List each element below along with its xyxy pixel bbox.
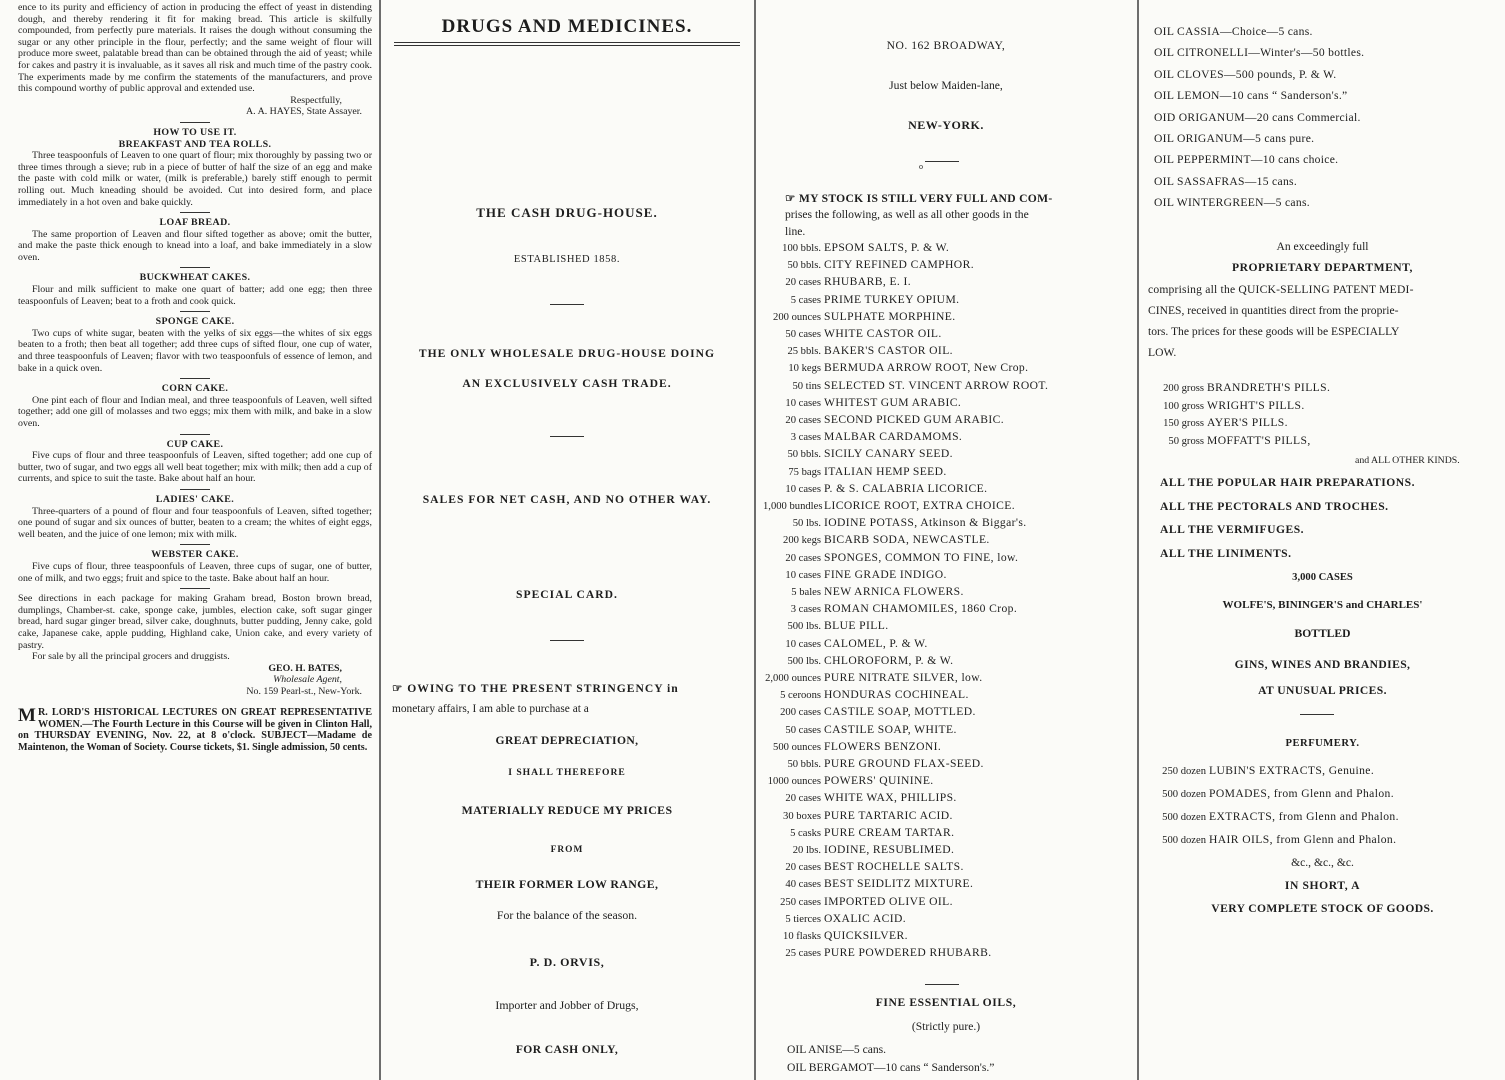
pill-item <box>1144 381 1330 394</box>
pill-qty: 50 gross <box>1168 435 1204 447</box>
stock-qty: 5 ceroons <box>780 690 821 702</box>
stock-item <box>763 396 961 409</box>
divider <box>180 311 210 312</box>
stock-qty: 200 kegs <box>783 535 821 547</box>
owing-line-1: ☞ OWING TO THE PRESENT STRINGENCY in <box>392 682 679 695</box>
recipe-title: WEBSTER CAKE. <box>151 549 239 561</box>
stock-qty: 10 cases <box>785 569 821 581</box>
stock-item <box>763 740 941 753</box>
assayer-signature: A. A. HAYES, State Assayer. <box>246 106 362 118</box>
importer-jobber: Importer and Jobber of Drugs, <box>495 998 639 1012</box>
broadway-address: NO. 162 BROADWAY, <box>886 39 1006 52</box>
agent-title: Wholesale Agent, <box>273 674 342 686</box>
stock-name: CHLOROFORM, P. & W. <box>824 653 954 667</box>
stock-qty: 200 ounces <box>773 311 821 323</box>
preparation-line: ALL THE POPULAR HAIR PREPARATIONS. <box>1160 476 1416 489</box>
stock-item <box>763 654 953 667</box>
stock-item <box>763 791 957 804</box>
oil-item: OIL WINTERGREEN—5 cans. <box>1154 196 1310 210</box>
stock-qty: 50 lbs. <box>792 518 821 530</box>
oil-item: OIL CITRONELLI—Winter's—50 bottles. <box>1154 46 1365 60</box>
perfume-name: HAIR OILS, from Glenn and Phalon. <box>1209 833 1397 846</box>
stock-qty: 5 tierces <box>785 913 821 925</box>
stock-qty: 10 cases <box>785 397 821 409</box>
stock-qty: 500 lbs. <box>787 655 821 667</box>
cases-count: 3,000 CASES <box>1292 572 1353 583</box>
stock-name: SPONGES, COMMON TO FINE, low. <box>824 550 1019 564</box>
perfumery: PERFUMERY. <box>1285 738 1360 749</box>
pill-qty: 150 gross <box>1163 418 1204 430</box>
stock-name: BICARB SODA, NEWCASTLE. <box>824 533 990 547</box>
stock-qty: 50 bbls. <box>787 759 821 770</box>
stock-intro-3: line. <box>785 225 806 238</box>
unusual-prices: AT UNUSUAL PRICES. <box>1258 684 1387 697</box>
new-york: NEW-YORK. <box>908 118 984 132</box>
stock-name: NEW ARNICA FLOWERS. <box>824 585 964 598</box>
divider <box>550 436 584 437</box>
agent-address: No. 159 Pearl-st., New-York. <box>246 685 362 697</box>
comprising-line-2: CINES, received in quantities direct from the proprie- <box>1148 304 1399 317</box>
oil-item: OIL CASSIA—Choice—5 cans. <box>1154 25 1313 38</box>
divider <box>1300 714 1334 715</box>
stock-name: WHITE WAX, PHILLIPS. <box>824 791 957 805</box>
stock-item <box>763 551 1018 564</box>
preparation-line: ALL THE PECTORALS AND TROCHES. <box>1160 499 1389 513</box>
stock-item <box>763 826 954 839</box>
stock-item <box>763 929 908 942</box>
stock-qty: 20 cases <box>785 793 821 805</box>
perfume-qty: 500 dozen <box>1162 835 1206 846</box>
stock-name: MALBAR CARDAMOMS. <box>824 430 963 444</box>
stock-qty: 50 cases <box>785 329 821 340</box>
recipe-text: Flour and milk sufficient to make one quart of batter; add one egg; then three teaspoonfuls of Leaven; beat to a froth and cook quick. <box>18 284 372 307</box>
stock-name: IODINE POTASS, Atkinson & Biggar's. <box>824 516 1027 530</box>
stock-qty: 10 flasks <box>783 931 821 942</box>
orvis-name: P. D. ORVIS, <box>529 955 605 969</box>
column-stock-list <box>757 0 1135 1080</box>
stock-qty: 20 cases <box>785 415 821 426</box>
established: ESTABLISHED 1858. <box>513 254 621 265</box>
stock-qty: 3 cases <box>790 432 821 444</box>
recipe-title: CORN CAKE. <box>161 383 229 395</box>
stock-item <box>763 499 1015 512</box>
stock-qty: 200 cases <box>780 707 821 719</box>
pill-item <box>1144 399 1305 412</box>
recipe-text: Three-quarters of a pound of flour and four teaspoonfuls of Leaven, sifted together; one pound of sugar and six ounces of butter, beaten to a cream; the whites of eight eggs, well beaten, and the juice of one lemon; mix with milk. <box>18 505 372 540</box>
stock-name: HONDURAS COCHINEAL. <box>824 688 969 702</box>
divider <box>550 304 584 305</box>
stock-name: IMPORTED OLIVE OIL. <box>824 894 953 908</box>
column-proprietary <box>1140 0 1505 1080</box>
stock-item <box>763 465 947 478</box>
recipe-text: Five cups of flour and three teaspoonfuls of Leaven, sifted together; add one cup of butter, two of sugar, and two eggs all well beat together; mix with milk; then add a cup of currents, and spice to suit the taste. Bake about half an hour. <box>18 450 372 485</box>
pill-name: AYER'S PILLS. <box>1207 416 1288 430</box>
stock-intro-2: prises the following, as well as all other goods in the <box>785 208 1029 221</box>
perfume-item <box>1144 764 1374 777</box>
stock-qty: 30 boxes <box>783 810 821 822</box>
perfume-qty: 250 dozen <box>1162 766 1206 777</box>
special-card: SPECIAL CARD. <box>516 588 618 601</box>
strictly-pure: (Strictly pure.) <box>911 1020 981 1033</box>
reduce-prices: MATERIALLY REDUCE MY PRICES <box>461 803 673 817</box>
divider <box>180 267 210 268</box>
maiden-lane: Just below Maiden-lane, <box>889 79 1003 92</box>
stock-name: PURE NITRATE SILVER, low. <box>824 671 983 684</box>
recipe-text: One pint each of flour and Indian meal, and three teaspoonfuls of Leaven, well sifted together; add one gill of molasses and two eggs; mix them with milk, and bake in a slow oven. <box>18 394 372 429</box>
title-rule <box>394 42 740 46</box>
stock-qty: 10 cases <box>785 638 821 650</box>
comprising-line-3: tors. The prices for these goods will be ESPECIALLY <box>1148 325 1400 338</box>
lecture-initial: M <box>18 705 36 727</box>
stock-qty: 20 cases <box>785 862 821 874</box>
stock-item <box>763 912 906 925</box>
perfume-name: EXTRACTS, from Glenn and Phalon. <box>1209 810 1399 823</box>
stock-item <box>763 568 947 581</box>
stock-qty: 25 bbls. <box>787 346 821 358</box>
stock-name: SICILY CANARY SEED. <box>824 447 953 461</box>
stock-item <box>763 327 942 340</box>
perfume-item <box>1144 833 1396 846</box>
pill-qty: 200 gross <box>1163 383 1204 394</box>
lecture-notice <box>18 707 372 753</box>
proprietary-dept: PROPRIETARY DEPARTMENT, <box>1232 261 1413 274</box>
owing-line-2: monetary affairs, I am able to purchase at a <box>392 703 589 715</box>
stock-name: ITALIAN HEMP SEED. <box>824 464 947 478</box>
stock-name: P. & S. CALABRIA LICORICE. <box>824 481 988 495</box>
stock-item <box>763 413 1004 426</box>
sales-net-cash: SALES FOR NET CASH, AND NO OTHER WAY. <box>422 493 712 506</box>
oil-bergamot: OIL BERGAMOT—10 cans “ Sanderson's.” <box>787 1061 995 1074</box>
recipe-title: CUP CAKE. <box>166 438 224 450</box>
gins-wines: GINS, WINES AND BRANDIES, <box>1234 658 1411 671</box>
stock-qty: 10 cases <box>785 483 821 495</box>
stock-qty: 1000 ounces <box>767 776 821 788</box>
stock-item <box>763 293 959 306</box>
column-drugs-header <box>382 0 752 1080</box>
recipe-text: Three teaspoonfuls of Leaven to one quart of flour; mix thoroughly by passing two or three times through a sieve; rub in a piece of butter of half the size of an egg and make the paste with cold milk or water, (milk is preferable,) barely stiff enough to permit rolling out. Much kneading should be avoided. Cut into desired form, and place immediately in a hot oven and bake quickly. <box>18 150 372 208</box>
etc: &c., &c., &c. <box>1291 856 1354 869</box>
stock-name: BEST SEIDLITZ MIXTURE. <box>824 877 974 891</box>
oil-anise: OIL ANISE—5 cans. <box>787 1043 887 1056</box>
oil-item: OID ORIGANUM—20 cans Commercial. <box>1154 110 1361 124</box>
recipe-list <box>18 139 372 585</box>
stock-item <box>763 533 990 546</box>
comprising-line-1: comprising all the QUICK-SELLING PATENT MEDI- <box>1148 283 1414 296</box>
balance-of-season: For the balance of the season. <box>496 908 638 922</box>
stock-item <box>763 860 964 873</box>
stock-item <box>763 310 956 323</box>
stock-qty: 5 casks <box>790 827 821 839</box>
oil-item: OIL CLOVES—500 pounds, P. & W. <box>1154 67 1337 81</box>
stock-qty: 20 cases <box>785 552 821 564</box>
stock-qty: 1,000 bundles <box>763 501 823 512</box>
stock-item <box>763 482 987 495</box>
stock-item <box>763 516 1027 529</box>
stock-item <box>763 275 911 288</box>
stock-qty: 20 cases <box>785 277 821 289</box>
lecture-text: R. LORD'S HISTORICAL LECTURES ON GREAT REPRESENTATIVE WOMEN.—The Fourth Lecture in this Course will be given in Clinton Hall, on THURSDAY EVENING, Nov. 22, at 8 o'clock. SUBJECT—Madame de Maintenon, the Woman of Society. Course tickets, $1. Single admission, 50 cents. <box>18 707 372 753</box>
recipe-text: Five cups of flour, three teaspoonfuls of Leaven, three cups of sugar, one of butter, one of milk, and two eggs; fruit and spice to the taste. Bake about half an hour. <box>18 560 372 584</box>
for-cash-only: FOR CASH ONLY, <box>515 1043 619 1056</box>
only-wholesale-line-2: AN EXCLUSIVELY CASH TRADE. <box>462 377 672 390</box>
stock-item <box>763 757 984 770</box>
stock-name: PURE TARTARIC ACID. <box>824 808 953 822</box>
stock-name: WHITE CASTOR OIL. <box>824 327 942 340</box>
great-depreciation: GREAT DEPRECIATION, <box>495 734 639 747</box>
divider <box>925 984 959 985</box>
stock-name: RHUBARB, E. I. <box>824 275 912 289</box>
recipe-title: LADIES' CAKE. <box>155 493 235 505</box>
stock-name: CALOMEL, P. & W. <box>824 636 928 650</box>
directions-text: See directions in each package for making Graham bread, Boston brown bread, dumplings, Chamber-st. cake, sponge cake, jumbles, election cake, soft sugar ginger bread, hard sugar ginger bread, silver cake, doughnuts, butter pudding, Jenny cake, gold cake, Japanese cake, apple pudding, Highland cake, Union cake, and every variety of pastry. <box>18 593 372 651</box>
stock-qty: 500 ounces <box>773 741 821 753</box>
stock-name: SULPHATE MORPHINE. <box>824 309 956 323</box>
divider <box>180 212 210 213</box>
pill-name: MOFFATT'S PILLS, <box>1207 433 1311 447</box>
divider <box>180 378 210 379</box>
stock-item <box>763 430 962 443</box>
stock-qty: 10 kegs <box>788 363 821 375</box>
stock-qty: 20 lbs. <box>792 845 821 856</box>
stock-qty: 75 bags <box>788 466 821 478</box>
stock-qty: 25 cases <box>785 948 821 960</box>
oil-item: OIL LEMON—10 cans “ Sanderson's.” <box>1154 89 1348 103</box>
stray-mark: o <box>919 162 923 171</box>
stock-item <box>763 877 973 890</box>
only-wholesale-line-1: THE ONLY WHOLESALE DRUG-HOUSE DOING <box>418 347 716 360</box>
essential-oils-title: FINE ESSENTIAL OILS, <box>875 996 1017 1009</box>
oil-item: OIL ORIGANUM—5 cans pure. <box>1154 132 1315 145</box>
recipe-title: SPONGE CAKE. <box>155 316 235 328</box>
divider <box>180 544 210 545</box>
stock-qty: 40 cases <box>785 879 821 891</box>
column-recipes <box>0 0 378 1080</box>
stock-name: CASTILE SOAP, MOTTLED. <box>824 705 976 719</box>
stock-name: EPSOM SALTS, P. & W. <box>824 241 950 254</box>
recipe-text: Two cups of white sugar, beaten with the yelks of six eggs—the whites of six eggs beaten to a froth; then beat all together; add three cups of sifted flour, one cup of water, and three teaspoonfuls of Leaven; flavor with two teaspoonfuls of essence of lemon, and bake in a quick oven. <box>18 327 372 374</box>
column-rule <box>1137 0 1139 1080</box>
stock-item <box>763 241 949 254</box>
pill-name: WRIGHT'S PILLS. <box>1207 398 1305 412</box>
wolfe-bininger: WOLFE'S, BININGER'S and CHARLES' <box>1222 599 1423 611</box>
stock-qty: 250 cases <box>780 896 821 908</box>
stock-name: WHITEST GUM ARABIC. <box>824 395 962 409</box>
stock-name: SELECTED ST. VINCENT ARROW ROOT. <box>824 378 1049 392</box>
stock-item <box>763 637 928 650</box>
comprising-line-4: LOW. <box>1148 346 1177 359</box>
recipe-title: LOAF BREAD. <box>159 217 231 229</box>
perfume-name: LUBIN'S EXTRACTS, Genuine. <box>1209 764 1375 777</box>
stock-item <box>763 723 957 736</box>
stock-item <box>763 774 934 787</box>
perfume-item <box>1144 810 1399 823</box>
stock-item <box>763 344 953 357</box>
stock-item <box>763 585 964 598</box>
oil-item: OIL SASSAFRAS—15 cans. <box>1154 174 1298 188</box>
stock-name: PURE GROUND FLAX-SEED. <box>824 757 984 770</box>
stock-item <box>763 705 976 718</box>
stock-name: FLOWERS BENZONI. <box>824 739 942 753</box>
stock-item <box>763 688 969 701</box>
respect-line: Respectfully, <box>290 94 342 106</box>
stock-name: QUICKSILVER. <box>824 929 908 942</box>
stock-qty: 3 cases <box>790 604 821 616</box>
stock-name: BEST ROCHELLE SALTS. <box>824 860 964 874</box>
stock-intro-1: ☞ MY STOCK IS STILL VERY FULL AND COM- <box>785 192 1053 205</box>
stock-qty: 500 lbs. <box>787 621 821 633</box>
stock-item <box>763 671 983 684</box>
stock-name: PURE POWDERED RHUBARB. <box>824 946 992 960</box>
preparation-line: ALL THE VERMIFUGES. <box>1160 523 1305 537</box>
perfume-qty: 500 dozen <box>1162 812 1206 823</box>
pill-item <box>1144 416 1288 429</box>
testimonial-text: ence to its purity and efficiency of action in producing the effect of yeast in distending dough, and thereby rendering it fit for making bread. This article is skilfully compounded, from perfectly pure materials. It raises the dough without consuming the sugar or any other principle in the flour, perfectly; and the same weight of flour will produce more sweet, palatable bread than can be obtained through the aid of yeast; while for cakes and pastry it is invaluable, as it saves all risk and much time of the pastry cook. The experiments made by me confirm the statements of the manufacturers, and prove this compound worthy of public approval and extended use. <box>18 2 372 95</box>
stock-item <box>763 946 992 959</box>
from-label: FROM <box>550 845 584 855</box>
perfume-name: POMADES, from Glenn and Phalon. <box>1209 787 1395 800</box>
perfume-item <box>1144 787 1394 800</box>
stock-qty: 50 bbls. <box>787 260 821 272</box>
divider <box>180 489 210 490</box>
drugs-title: DRUGS AND MEDICINES. <box>441 16 693 37</box>
stock-qty: 100 bbls. <box>782 243 821 254</box>
stock-qty: 2,000 ounces <box>765 673 821 684</box>
stock-name: BERMUDA ARROW ROOT, New Crop. <box>824 361 1029 375</box>
bottled: BOTTLED <box>1294 627 1351 640</box>
stock-name: ROMAN CHAMOMILES, 1860 Crop. <box>824 602 1018 616</box>
stock-item <box>763 447 953 460</box>
perfume-qty: 500 dozen <box>1162 789 1206 800</box>
stock-qty: 5 cases <box>790 294 821 306</box>
pill-qty: 100 gross <box>1163 400 1204 412</box>
stock-item <box>763 895 953 908</box>
stock-name: BAKER'S CASTOR OIL. <box>824 344 953 358</box>
pill-item <box>1144 434 1311 447</box>
divider <box>180 122 210 123</box>
recipe-title: BUCKWHEAT CAKES. <box>139 272 251 284</box>
column-rule <box>379 0 381 1080</box>
stock-name: FINE GRADE INDIGO. <box>824 567 947 581</box>
stock-item <box>763 602 1017 615</box>
pill-name: BRANDRETH'S PILLS. <box>1207 381 1331 394</box>
oil-item: OIL PEPPERMINT—10 cans choice. <box>1154 153 1339 167</box>
stock-name: SECOND PICKED GUM ARABIC. <box>824 413 1005 426</box>
stock-item <box>763 361 1028 374</box>
recipe-title: BREAKFAST AND TEA ROLLS. <box>118 138 272 150</box>
stock-qty: 50 tins <box>792 380 821 392</box>
stock-name: OXALIC ACID. <box>824 911 907 925</box>
stock-item <box>763 258 974 271</box>
stock-qty: 5 bales <box>791 587 821 598</box>
in-short: IN SHORT, A <box>1284 879 1361 892</box>
sale-text: For sale by all the principal grocers and druggists. <box>32 651 230 663</box>
cash-drug-house: THE CASH DRUG-HOUSE. <box>476 205 658 220</box>
recipe-text: The same proportion of Leaven and flour sifted together as above; omit the butter, and make the paste thick enough to knead into a loaf, and bake immediately in a slow oven. <box>18 228 372 263</box>
column-rule <box>754 0 756 1080</box>
stock-qty: 50 bbls. <box>787 449 821 461</box>
stock-name: CASTILE SOAP, WHITE. <box>824 722 957 736</box>
how-to-heading: HOW TO USE IT. <box>153 126 237 138</box>
exceedingly-full: An exceedingly full <box>1276 240 1369 253</box>
stock-name: POWERS' QUININE. <box>824 774 934 788</box>
stock-name: PURE CREAM TARTAR. <box>824 825 955 839</box>
stock-item <box>763 843 954 856</box>
agent-name: GEO. H. BATES, <box>268 662 342 674</box>
divider <box>180 588 210 589</box>
stock-name: LICORICE ROOT, EXTRA CHOICE. <box>824 499 1016 512</box>
stock-name: IODINE, RESUBLIMED. <box>824 843 955 856</box>
complete-stock: VERY COMPLETE STOCK OF GOODS. <box>1211 902 1434 915</box>
divider <box>550 640 584 641</box>
former-range: THEIR FORMER LOW RANGE, <box>475 877 659 891</box>
stock-qty: 50 cases <box>785 724 821 736</box>
stock-item <box>763 379 1048 392</box>
stock-item <box>763 809 953 822</box>
stock-name: BLUE PILL. <box>824 619 889 633</box>
divider <box>180 434 210 435</box>
stock-item <box>763 619 889 632</box>
stock-name: CITY REFINED CAMPHOR. <box>824 258 975 272</box>
shall-therefore: I SHALL THEREFORE <box>508 767 626 778</box>
preparation-line: ALL THE LINIMENTS. <box>1160 546 1292 560</box>
other-kinds: and ALL OTHER KINDS. <box>1355 455 1460 466</box>
stock-name: PRIME TURKEY OPIUM. <box>824 292 960 306</box>
